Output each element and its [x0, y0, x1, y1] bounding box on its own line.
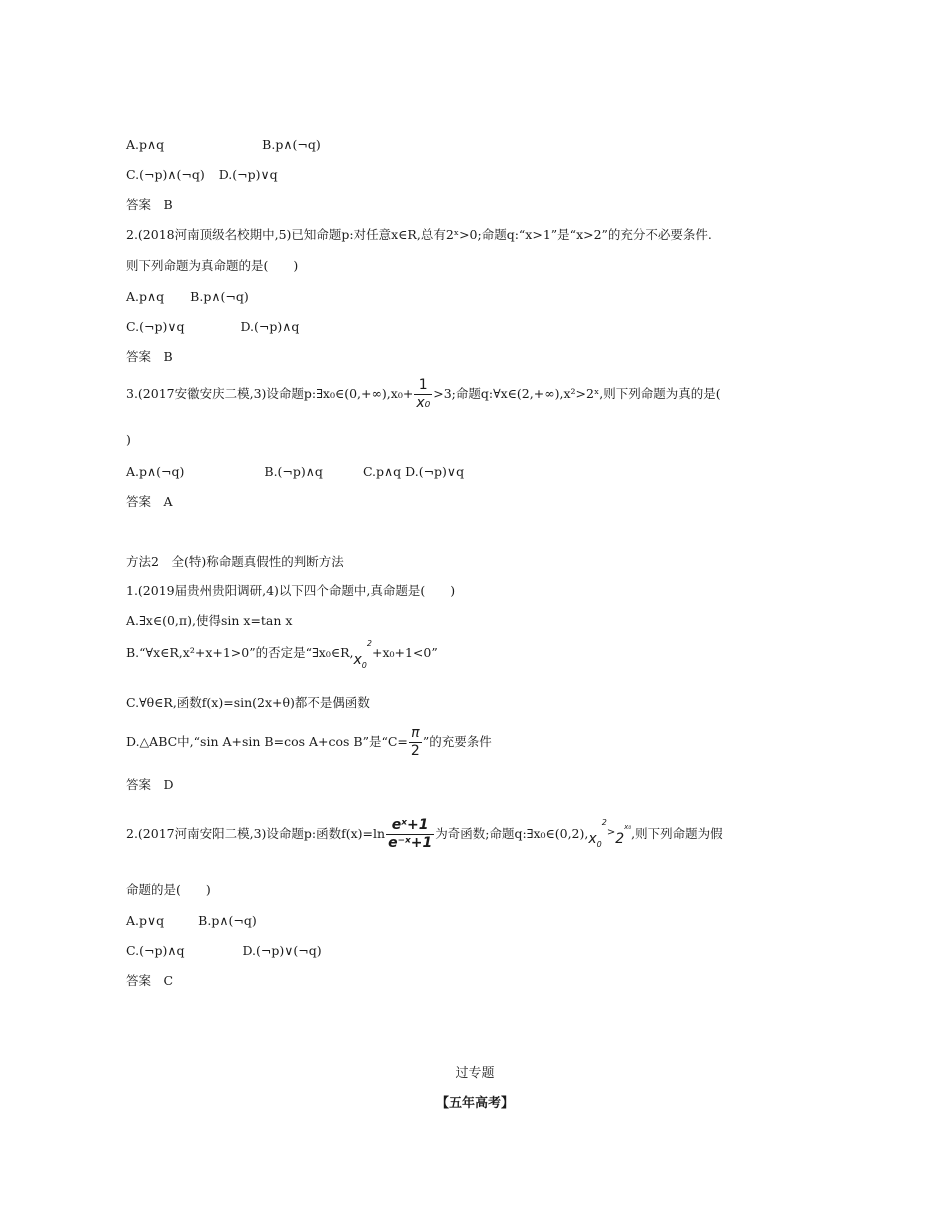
math-base: 2	[615, 831, 625, 847]
option-line	[126, 289, 249, 305]
fraction	[414, 377, 432, 412]
question-text	[126, 817, 723, 852]
option-a: A.p∧q	[126, 289, 165, 304]
question-text	[126, 377, 721, 412]
option-line	[126, 913, 257, 929]
question-middle: 为奇函数;命题q:∃x₀∈(0,2),	[435, 826, 589, 841]
answer: 答案 D	[126, 777, 174, 792]
option-a: A.p∧(¬q)	[126, 464, 185, 479]
option-a: A.∃x∈(0,π),使得sin x=tan x	[126, 613, 293, 628]
fraction-numerator: eˣ+1	[391, 817, 429, 833]
fraction	[386, 817, 434, 852]
option-d: D.(¬p)∨(¬q)	[242, 943, 322, 958]
option-c: C.∀θ∈R,函数f(x)=sin(2x+θ)都不是偶函数	[126, 695, 370, 710]
fraction-numerator: 1	[418, 377, 428, 393]
option-line	[126, 464, 464, 480]
answer: 答案 A	[126, 494, 173, 509]
option-b: B.p∧(¬q)	[190, 289, 249, 304]
question-suffix: ,则下列命题为假	[631, 826, 723, 841]
option-b: B.(¬p)∧q	[264, 464, 323, 479]
option-d: D.(¬p)∧q	[240, 319, 300, 334]
section-subheading: 【五年高考】	[435, 1096, 514, 1111]
option-b: B.p∧(¬q)	[198, 913, 257, 928]
answer: 答案 C	[126, 973, 174, 988]
option-c: C.(¬p)∧(¬q)	[126, 167, 205, 182]
fraction-denominator: 2	[410, 743, 420, 759]
answer: 答案 B	[126, 349, 173, 364]
question-text: 命题的是( )	[126, 882, 211, 897]
question-prefix: 2.(2017河南安阳二模,3)设命题p:函数f(x)=ln	[126, 826, 386, 841]
math-operator: >	[606, 827, 616, 838]
fraction	[409, 725, 422, 760]
fraction-numerator: π	[411, 725, 420, 741]
question-text: )	[126, 432, 131, 447]
option-b	[126, 639, 438, 670]
option-b-suffix: +x₀+1<0”	[371, 645, 438, 660]
section-heading: 过专题	[455, 1066, 495, 1081]
question-text: 1.(2019届贵州贵阳调研,4)以下四个命题中,真命题是( )	[126, 583, 456, 598]
option-line	[126, 167, 278, 183]
fraction-denominator: x₀	[416, 395, 431, 411]
fraction-denominator: e⁻ˣ+1	[388, 835, 433, 851]
question-suffix: >3;命题q:∀x∈(2,+∞),x²>2ˣ,则下列命题为真的是(	[433, 386, 721, 401]
option-a: A.p∧q	[126, 137, 165, 152]
section-title: 方法2 全(特)称命题真假性的判断方法	[126, 554, 344, 569]
math-variable-letter: x	[588, 831, 597, 847]
answer: 答案 B	[126, 197, 173, 212]
option-c: C.(¬p)∧q	[126, 943, 185, 958]
option-d-suffix: ”的充要条件	[422, 734, 492, 749]
option-b-prefix: B.“∀x∈R,x²+x+1>0”的否定是“∃x₀∈R,	[126, 645, 354, 660]
option-d: D.(¬p)∨q	[218, 167, 278, 182]
option-d-prefix: D.△ABC中,“sin A+sin B=cos A+cos B”是“C=	[126, 734, 408, 749]
option-cd: C.p∧q D.(¬p)∨q	[362, 464, 465, 479]
math-variable-letter: x	[353, 652, 362, 668]
option-c: C.(¬p)∨q	[126, 319, 185, 334]
option-a: A.p∨q	[126, 913, 165, 928]
question-text: 则下列命题为真命题的是( )	[126, 258, 299, 273]
option-line	[126, 319, 299, 335]
question-text: 2.(2018河南顶级名校期中,5)已知命题p:对任意x∈R,总有2ˣ>0;命题q:“x>1”是“x>2”的充分不必要条件.	[126, 227, 712, 242]
option-line	[126, 943, 322, 959]
option-line	[126, 137, 321, 153]
question-prefix: 3.(2017安徽安庆二模,3)设命题p:∃x₀∈(0,+∞),x₀+	[126, 386, 414, 401]
option-b: B.p∧(¬q)	[262, 137, 321, 152]
option-d	[126, 725, 492, 760]
math-variable: $x_0^2$	[353, 639, 372, 670]
math-expression: $x_0^2>2^{x_0}$	[588, 818, 632, 849]
